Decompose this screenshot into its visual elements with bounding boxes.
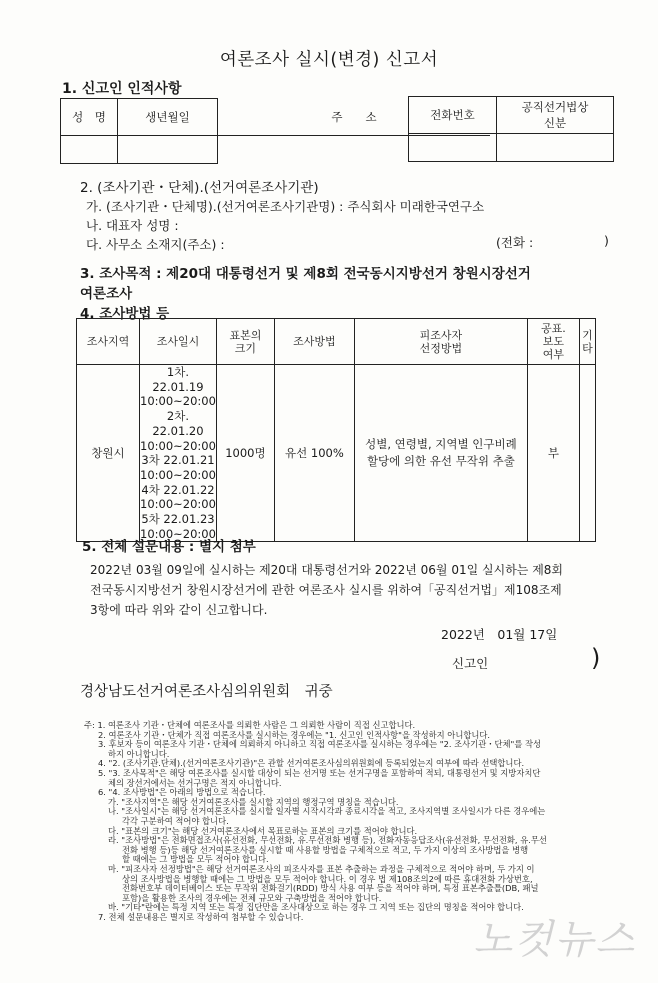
cell-selection (354, 365, 527, 542)
section1-heading: 1. 신고인 인적사항 (62, 81, 182, 97)
footnote: 전화번호부 데이터베이스 또는 무작위 전화걸기(RDD) 방식 사용 여부 등을 적어야 하며, 특정 표본추출틀(DB, 패널 (122, 883, 539, 894)
document-title: 여론조사 실시(변경) 신고서 (219, 50, 439, 70)
footnote: 6. "4. 조사방법"은 아래의 방법으로 적습니다. (98, 787, 266, 798)
footnote: 포함)을 활용한 조사의 경우에는 전체 규모와 구축방법을 적어야 합니다. (122, 892, 382, 903)
office-address: 다. 사무소 소재지(주소) : (86, 237, 225, 252)
col-birthdate: 생년월일 (118, 99, 218, 136)
col-publish-line1: 공표. (541, 322, 566, 335)
schedule-line: 10:00~20:00 (140, 438, 216, 453)
declaration-text (90, 560, 610, 620)
col-status-line2: 신분 (543, 116, 567, 130)
footnote: 5. "3. 조사목적"은 해당 여론조사를 실시할 대상이 되는 선거명 또는 선거구명을 포함하여 적되, 대통령선거 및 지방자치단 (98, 767, 541, 778)
schedule-line: 4차 22.01.22 (141, 482, 215, 497)
report-date: 2022년 01월 17일 (441, 627, 558, 642)
survey-purpose-cont: 여론조사 (80, 286, 133, 302)
cell-phone (409, 134, 497, 162)
footnote: 할 때에는 그 방법을 모두 적어야 합니다. (122, 854, 269, 865)
declaration-line2: 전국동시지방선거 창원시장선거에 관한 여론조사 실시를 위하여「공직선거법」제108조제 (90, 583, 562, 597)
schedule-line: 10:00~20:00 (140, 394, 216, 409)
schedule-line: 10:00~20:00 (140, 467, 216, 482)
col-sample-line1: 표본의 (229, 328, 262, 342)
cell-schedule (140, 365, 217, 542)
col-selection (354, 319, 527, 365)
cell-published: 부 (527, 365, 579, 542)
schedule-line: 1차. 22.01.19 (152, 365, 204, 394)
footnote: 4. "2. (조사기관.단체).(선거여론조사기관)"은 관할 선거여론조사심의위원회에 등록되었는지 여부에 따라 선택합니다. (98, 758, 525, 769)
representative-name: 나. 대표자 성명 : (86, 218, 179, 233)
col-sample (216, 319, 274, 365)
section5-heading: 5. 전체 설문내용 : 별지 첨부 (82, 539, 256, 555)
cell-status (497, 134, 614, 162)
col-address: 주 소 (218, 99, 491, 136)
col-publish-line2: 보도 (542, 335, 565, 348)
footnote: 2. 여론조사 기관・단체가 직접 여론조사를 실시하는 경우에는 "1. 신고인 인적사항"을 작성하지 아니합니다. (98, 729, 491, 740)
survey-method-table (76, 318, 596, 542)
schedule-line: 3차 22.01.21 (141, 453, 215, 468)
col-method: 조사방법 (274, 319, 354, 365)
col-phone: 전화번호 (409, 97, 497, 134)
office-phone: (전화 : (496, 235, 534, 250)
cell-region: 창원시 (77, 365, 140, 542)
footnote: 각각 구분하여 적어야 합니다. (122, 815, 229, 826)
footnote: 전화 병행 등)등 해당 선거여론조사를 실시할 때 사용할 방법을 구체적으로 적고, 두 가지 이상의 조사방법을 병행 (122, 844, 529, 855)
footnote: 3. 후보자 등이 여론조사 기관・단체에 의뢰하지 아니하고 직접 여론조사를 실시하는 경우에는 "2. 조사기관・단체"를 작성 (98, 739, 542, 750)
col-status-line1: 공직선거법상 (521, 100, 589, 114)
watermark-logo: 노컷뉴스 (473, 917, 636, 963)
declaration-line1: 2022년 03월 09일에 실시하는 제20대 대통령선거와 2022년 06월 01일 실시하는 제8회 (90, 563, 564, 577)
cell-birthdate (118, 136, 218, 164)
col-datetime: 조사일시 (140, 319, 217, 365)
col-selection-line1: 피조사자 (419, 328, 463, 342)
footnote: 나. "조사일시"는 해당 선거여론조사를 실시할 일자별 시작시각과 종료시각을 적고, 조사지역별 조사일시가 다른 경우에는 (108, 806, 546, 817)
cell-etc (579, 365, 595, 542)
declaration-line3: 3항에 따라 위와 같이 신고합니다. (90, 603, 268, 617)
footnote: 다. "표본의 크기"는 해당 선거여론조사에서 목표로하는 표본의 크기를 적어야 합니다. (108, 825, 418, 836)
col-region: 조사지역 (77, 319, 140, 365)
cell-name (61, 136, 118, 164)
section2-heading: 2. (조사기관・단체).(선거여론조사기관) (80, 180, 319, 196)
footnote: 체의 장선거에서는 선거구명은 적지 아니합니다. (108, 777, 282, 788)
footnote: 가. "조사지역"은 해당 선거여론조사를 실시할 지역의 행정구역 명칭을 적습니다. (108, 796, 399, 807)
reporter-info-table-right (408, 96, 614, 162)
selection-line2: 할당에 의한 유선 무작위 추출 (366, 454, 515, 469)
col-etc-line1: 기 (582, 328, 593, 342)
table-row (77, 365, 596, 542)
footnote: 상의 조사방법을 병행할 때에는 그 방법을 모두 적어야 합니다. 이 경우 법 제108조의2에 따른 휴대전화 가상번호, (122, 873, 533, 884)
cell-sample-size: 1000명 (216, 365, 274, 542)
footnote: 주: 1. 여론조사 기관・단체에 여론조사를 의뢰한 사람은 그 의뢰한 사람이 직접 신고합니다. (84, 720, 416, 730)
col-etc (579, 319, 595, 365)
reporter-bracket: ) (591, 644, 601, 672)
cell-method: 유선 100% (274, 365, 354, 542)
col-etc-line2: 타 (582, 341, 593, 355)
footnotes (86, 721, 646, 922)
footnote: 바. "기타"란에는 특정 지역 또는 특정 집단만을 조사대상으로 하는 경우 그 지역 또는 집단의 명칭을 적어야 합니다. (108, 902, 524, 913)
addressee: 경상남도선거여론조사심의위원회 귀중 (80, 684, 333, 700)
schedule-line: 10:00~20:00 (140, 526, 216, 541)
col-name: 성 명 (61, 99, 118, 136)
survey-purpose: 3. 조사목적 : 제20대 대통령선거 및 제8회 전국동시지방선거 창원시장선거 (80, 266, 531, 282)
col-status (497, 97, 614, 134)
footnote: 마. "피조사자 선정방법"은 해당 선거여론조사의 피조사자를 표본 추출하는 과정을 구체적으로 적어야 하며, 두 가지 이 (108, 863, 535, 874)
col-publish-line3: 여부 (542, 348, 565, 361)
footnote: 하지 아니합니다. (108, 748, 170, 759)
schedule-line: 2차. 22.01.20 (152, 409, 204, 438)
col-selection-line2: 선정방법 (419, 341, 463, 355)
schedule-line: 5차 22.01.23 (141, 512, 215, 527)
selection-line1: 성별, 연령별, 지역별 인구비례 (365, 437, 517, 452)
col-sample-line2: 크기 (234, 341, 257, 355)
reporter-label: 신고인 (452, 656, 489, 671)
footnote: 7. 전체 설문내용은 별지로 작성하여 첨부할 수 있습니다. (98, 911, 304, 922)
schedule-line: 10:00~20:00 (140, 497, 216, 512)
agency-name: 가. (조사기관・단체명).(선거여론조사기관명) : 주식회사 미래한국연구소 (86, 199, 485, 214)
section4-heading: 4. 조사방법 등 (80, 306, 170, 322)
col-publish (527, 319, 579, 365)
office-phone-close: ) (604, 233, 609, 248)
footnote: 라. "조사방법"은 전화면접조사(유선전화, 무선전화, 유.무선전화 병행 등), 전화자동응답조사(유선전화, 무선전화, 유.무선 (108, 835, 547, 846)
